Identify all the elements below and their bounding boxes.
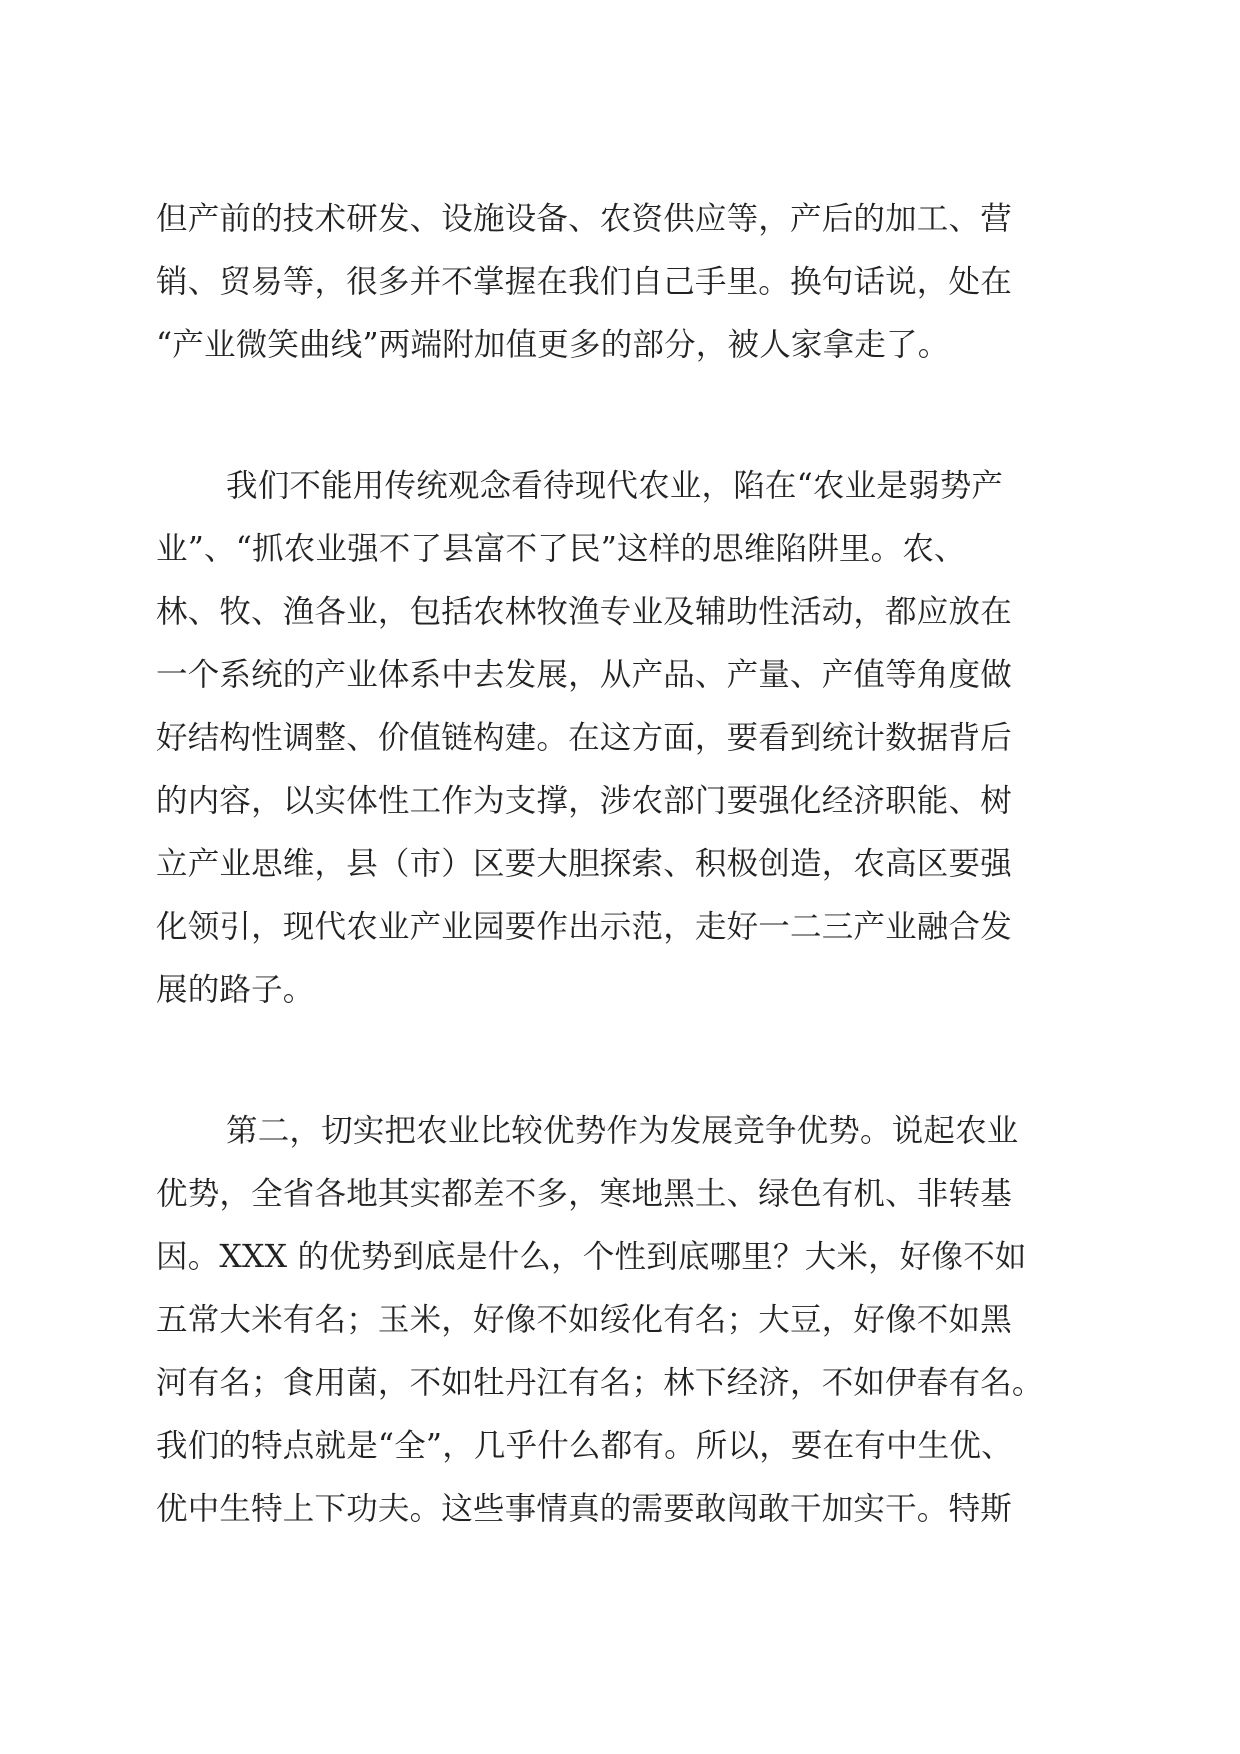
paragraph-2-line-8: 化领引，现代农业产业园要作出示范，走好一二三产业融合发 [156,909,1012,945]
paragraph-2-line-4: 一个系统的产业体系中去发展，从产品、产量、产值等角度做 [156,657,1012,693]
paragraph-2-line-1: 我们不能用传统观念看待现代农业，陷在“农业是弱势产 [226,468,1004,504]
paragraph-1-line-3: “产业微笑曲线”两端附加值更多的部分，被人家拿走了。 [156,327,950,363]
paragraph-3-line-6: 我们的特点就是“全”，几乎什么都有。所以，要在有中生优、 [156,1428,1013,1464]
paragraph-3-line-4: 五常大米有名；玉米，好像不如绥化有名；大豆，好像不如黑 [156,1302,1012,1338]
paragraph-3-line-7: 优中生特上下功夫。这些事情真的需要敢闯敢干加实干。特斯 [156,1491,1012,1527]
paragraph-3-line-3: 因。XXX 的优势到底是什么，个性到底哪里？大米，好像不如 [156,1239,1027,1275]
paragraph-3-line-1: 第二，切实把农业比较优势作为发展竞争优势。说起农业 [226,1113,1019,1149]
paragraph-2-line-3: 林、牧、渔各业，包括农林牧渔专业及辅助性活动，都应放在 [156,594,1012,630]
paragraph-3-line-5: 河有名；食用菌，不如牡丹江有名；林下经济，不如伊春有名。 [156,1365,1044,1401]
paragraph-2-line-7: 立产业思维，县（市）区要大胆探索、积极创造，农高区要强 [156,846,1012,882]
paragraph-1-line-2: 销、贸易等，很多并不掌握在我们自己手里。换句话说，处在 [156,264,1012,300]
paragraph-2-line-6: 的内容，以实体性工作为支撑，涉农部门要强化经济职能、树 [156,783,1012,819]
paragraph-2-line-9: 展的路子。 [156,972,315,1008]
paragraph-2-line-5: 好结构性调整、价值链构建。在这方面，要看到统计数据背后 [156,720,1012,756]
paragraph-1-line-1: 但产前的技术研发、设施设备、农资供应等，产后的加工、营 [156,201,1012,237]
paragraph-2-line-2: 业”、“抓农业强不了县富不了民”这样的思维陷阱里。农、 [156,531,966,567]
paragraph-3-line-2: 优势，全省各地其实都差不多，寒地黑土、绿色有机、非转基 [156,1176,1012,1212]
